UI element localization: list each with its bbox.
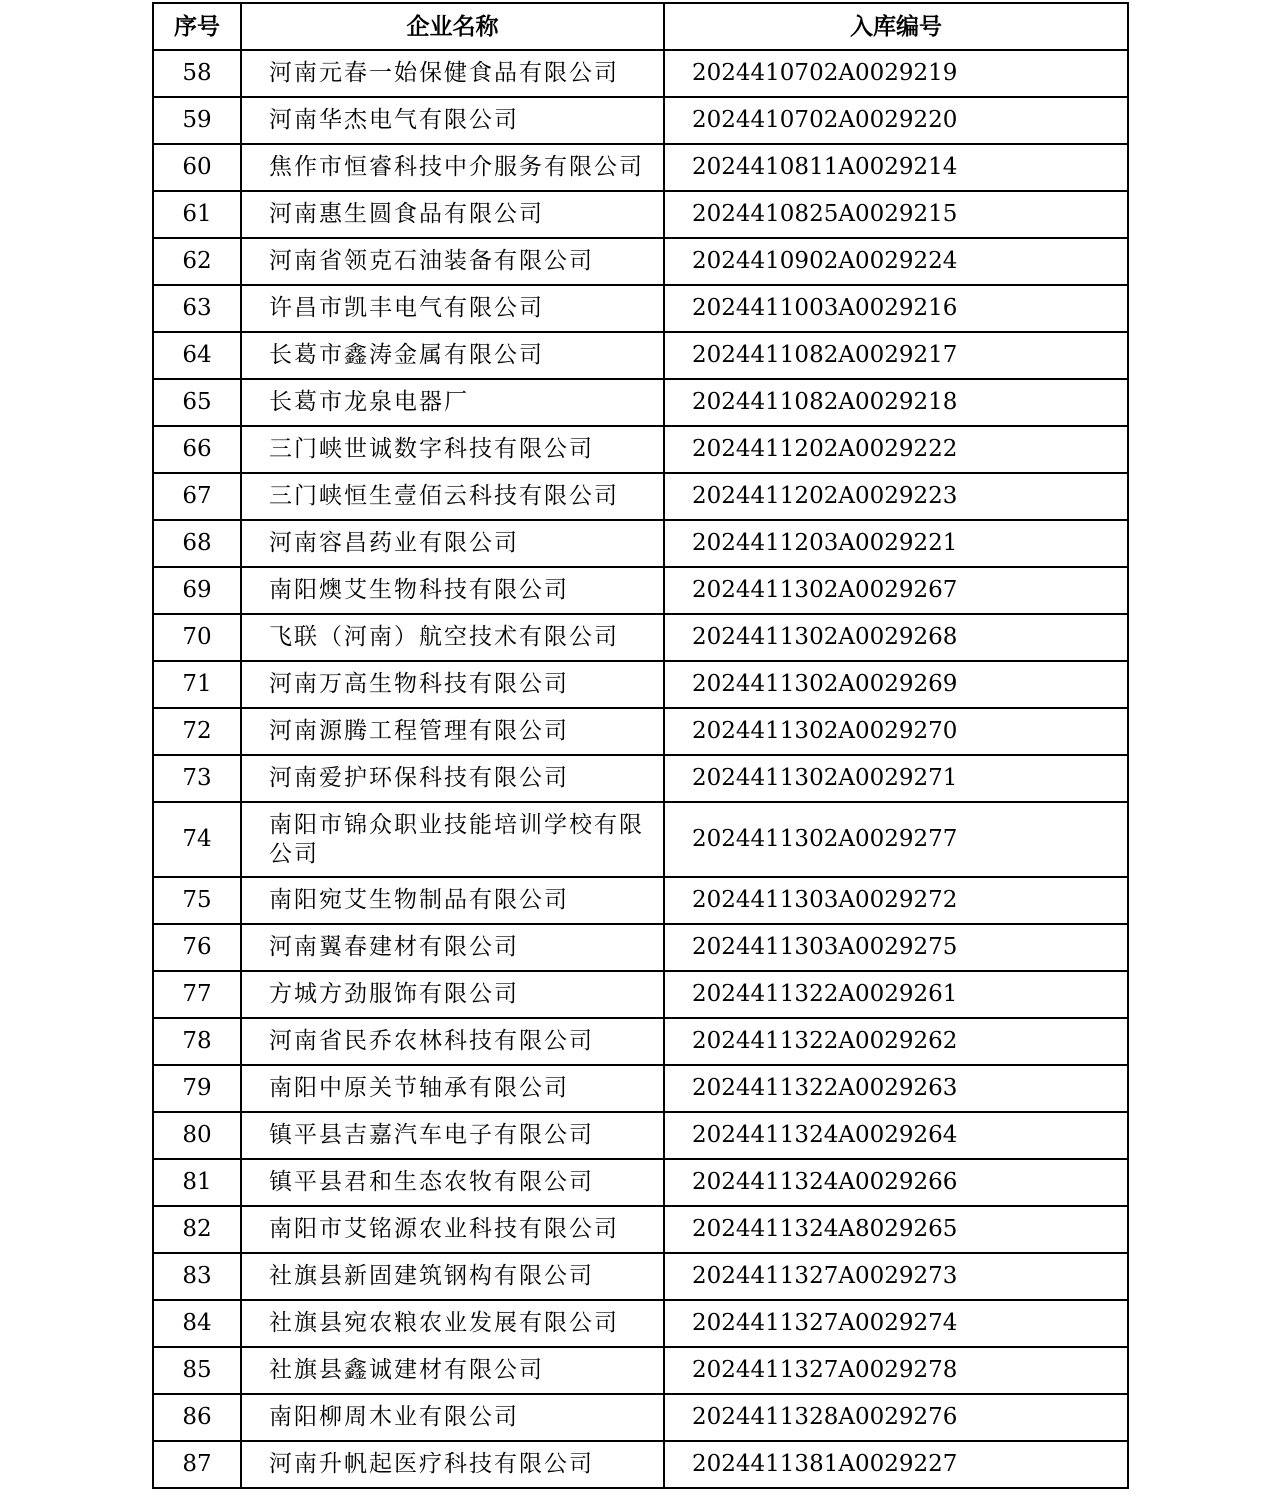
serial-number-cell: 65 — [153, 379, 241, 426]
serial-number-cell: 75 — [153, 877, 241, 924]
registration-code-cell: 2024411322A0029261 — [664, 971, 1128, 1018]
serial-number-cell: 80 — [153, 1112, 241, 1159]
table-row — [153, 1159, 1128, 1206]
enterprise-name-cell: 飞联（河南）航空技术有限公司 — [241, 614, 664, 661]
enterprise-name-cell: 河南万高生物科技有限公司 — [241, 661, 664, 708]
header-serial-number: 序号 — [153, 3, 241, 50]
registration-code-cell: 2024410702A0029220 — [664, 97, 1128, 144]
registration-code-cell: 2024411302A0029269 — [664, 661, 1128, 708]
table-row — [153, 1253, 1128, 1300]
enterprise-table — [152, 2, 1129, 1489]
registration-code-cell: 2024411302A0029268 — [664, 614, 1128, 661]
serial-number-cell: 79 — [153, 1065, 241, 1112]
serial-number-cell: 63 — [153, 285, 241, 332]
serial-number-cell: 60 — [153, 144, 241, 191]
enterprise-name-cell: 社旗县宛农粮农业发展有限公司 — [241, 1300, 664, 1347]
enterprise-name-cell: 长葛市龙泉电器厂 — [241, 379, 664, 426]
registration-code-cell: 2024411003A0029216 — [664, 285, 1128, 332]
enterprise-name-cell: 社旗县新固建筑钢构有限公司 — [241, 1253, 664, 1300]
serial-number-cell: 58 — [153, 50, 241, 97]
registration-code-cell: 2024411324A0029266 — [664, 1159, 1128, 1206]
enterprise-name-cell: 南阳燠艾生物科技有限公司 — [241, 567, 664, 614]
table-row — [153, 1394, 1128, 1441]
table-row — [153, 285, 1128, 332]
enterprise-name-cell: 长葛市鑫涛金属有限公司 — [241, 332, 664, 379]
enterprise-name-cell: 河南华杰电气有限公司 — [241, 97, 664, 144]
table-row — [153, 1065, 1128, 1112]
table-row — [153, 1112, 1128, 1159]
table-row — [153, 1347, 1128, 1394]
serial-number-cell: 62 — [153, 238, 241, 285]
table-row — [153, 567, 1128, 614]
enterprise-name-cell: 河南元春一始保健食品有限公司 — [241, 50, 664, 97]
enterprise-name-cell: 河南源腾工程管理有限公司 — [241, 708, 664, 755]
table-row — [153, 426, 1128, 473]
registration-code-cell: 2024411203A0029221 — [664, 520, 1128, 567]
enterprise-name-cell: 河南爱护环保科技有限公司 — [241, 755, 664, 802]
serial-number-cell: 82 — [153, 1206, 241, 1253]
serial-number-cell: 66 — [153, 426, 241, 473]
enterprise-name-cell: 镇平县君和生态农牧有限公司 — [241, 1159, 664, 1206]
enterprise-name-cell: 社旗县鑫诚建材有限公司 — [241, 1347, 664, 1394]
serial-number-cell: 77 — [153, 971, 241, 1018]
registration-code-cell: 2024411082A0029217 — [664, 332, 1128, 379]
registration-code-cell: 2024410811A0029214 — [664, 144, 1128, 191]
registration-code-cell: 2024410702A0029219 — [664, 50, 1128, 97]
enterprise-name-cell: 河南惠生圆食品有限公司 — [241, 191, 664, 238]
registration-code-cell: 2024411324A8029265 — [664, 1206, 1128, 1253]
enterprise-name-cell: 镇平县吉嘉汽车电子有限公司 — [241, 1112, 664, 1159]
enterprise-name-cell: 河南省民乔农林科技有限公司 — [241, 1018, 664, 1065]
enterprise-name-cell: 河南升帆起医疗科技有限公司 — [241, 1441, 664, 1488]
serial-number-cell: 83 — [153, 1253, 241, 1300]
serial-number-cell: 61 — [153, 191, 241, 238]
serial-number-cell: 67 — [153, 473, 241, 520]
serial-number-cell: 85 — [153, 1347, 241, 1394]
enterprise-name-cell: 三门峡恒生壹佰云科技有限公司 — [241, 473, 664, 520]
registration-code-cell: 2024411303A0029275 — [664, 924, 1128, 971]
table-row — [153, 708, 1128, 755]
enterprise-name-cell: 南阳市锦众职业技能培训学校有限公司 — [241, 802, 664, 877]
registration-code-cell: 2024411202A0029223 — [664, 473, 1128, 520]
serial-number-cell: 73 — [153, 755, 241, 802]
table-row — [153, 924, 1128, 971]
enterprise-name-cell: 方城方劲服饰有限公司 — [241, 971, 664, 1018]
registration-code-cell: 2024411303A0029272 — [664, 877, 1128, 924]
serial-number-cell: 64 — [153, 332, 241, 379]
table-header-row — [153, 3, 1128, 50]
registration-code-cell: 2024411324A0029264 — [664, 1112, 1128, 1159]
serial-number-cell: 81 — [153, 1159, 241, 1206]
registration-code-cell: 2024411082A0029218 — [664, 379, 1128, 426]
table-row — [153, 755, 1128, 802]
header-registration-code: 入库编号 — [664, 3, 1128, 50]
serial-number-cell: 72 — [153, 708, 241, 755]
table-row — [153, 379, 1128, 426]
header-enterprise-name: 企业名称 — [241, 3, 664, 50]
serial-number-cell: 87 — [153, 1441, 241, 1488]
table-row — [153, 97, 1128, 144]
table-row — [153, 1300, 1128, 1347]
enterprise-name-cell: 河南省领克石油装备有限公司 — [241, 238, 664, 285]
enterprise-name-cell: 许昌市凯丰电气有限公司 — [241, 285, 664, 332]
serial-number-cell: 59 — [153, 97, 241, 144]
table-row — [153, 877, 1128, 924]
registration-code-cell: 2024411302A0029267 — [664, 567, 1128, 614]
serial-number-cell: 78 — [153, 1018, 241, 1065]
enterprise-name-cell: 三门峡世诚数字科技有限公司 — [241, 426, 664, 473]
enterprise-name-cell: 南阳市艾铭源农业科技有限公司 — [241, 1206, 664, 1253]
table-row — [153, 473, 1128, 520]
serial-number-cell: 68 — [153, 520, 241, 567]
registration-code-cell: 2024411202A0029222 — [664, 426, 1128, 473]
table-row — [153, 971, 1128, 1018]
table-row — [153, 802, 1128, 877]
table-row — [153, 144, 1128, 191]
registration-code-cell: 2024410825A0029215 — [664, 191, 1128, 238]
enterprise-name-cell: 南阳中原关节轴承有限公司 — [241, 1065, 664, 1112]
registration-code-cell: 2024411322A0029263 — [664, 1065, 1128, 1112]
serial-number-cell: 74 — [153, 802, 241, 877]
registration-code-cell: 2024411302A0029277 — [664, 802, 1128, 877]
table-row — [153, 332, 1128, 379]
serial-number-cell: 76 — [153, 924, 241, 971]
registration-code-cell: 2024411327A0029274 — [664, 1300, 1128, 1347]
registration-code-cell: 2024411322A0029262 — [664, 1018, 1128, 1065]
serial-number-cell: 84 — [153, 1300, 241, 1347]
serial-number-cell: 86 — [153, 1394, 241, 1441]
serial-number-cell: 71 — [153, 661, 241, 708]
registration-code-cell: 2024411381A0029227 — [664, 1441, 1128, 1488]
table-row — [153, 1206, 1128, 1253]
registration-code-cell: 2024411328A0029276 — [664, 1394, 1128, 1441]
registration-code-cell: 2024410902A0029224 — [664, 238, 1128, 285]
serial-number-cell: 70 — [153, 614, 241, 661]
registration-code-cell: 2024411302A0029271 — [664, 755, 1128, 802]
table-row — [153, 50, 1128, 97]
serial-number-cell: 69 — [153, 567, 241, 614]
registration-code-cell: 2024411327A0029278 — [664, 1347, 1128, 1394]
enterprise-name-cell: 焦作市恒睿科技中介服务有限公司 — [241, 144, 664, 191]
table-row — [153, 520, 1128, 567]
enterprise-name-cell: 南阳宛艾生物制品有限公司 — [241, 877, 664, 924]
registration-code-cell: 2024411302A0029270 — [664, 708, 1128, 755]
table-row — [153, 238, 1128, 285]
enterprise-name-cell: 河南翼春建材有限公司 — [241, 924, 664, 971]
table-row — [153, 1018, 1128, 1065]
table-row — [153, 614, 1128, 661]
table-row — [153, 1441, 1128, 1488]
enterprise-name-cell: 南阳柳周木业有限公司 — [241, 1394, 664, 1441]
table-row — [153, 191, 1128, 238]
table-row — [153, 661, 1128, 708]
enterprise-name-cell: 河南容昌药业有限公司 — [241, 520, 664, 567]
registration-code-cell: 2024411327A0029273 — [664, 1253, 1128, 1300]
